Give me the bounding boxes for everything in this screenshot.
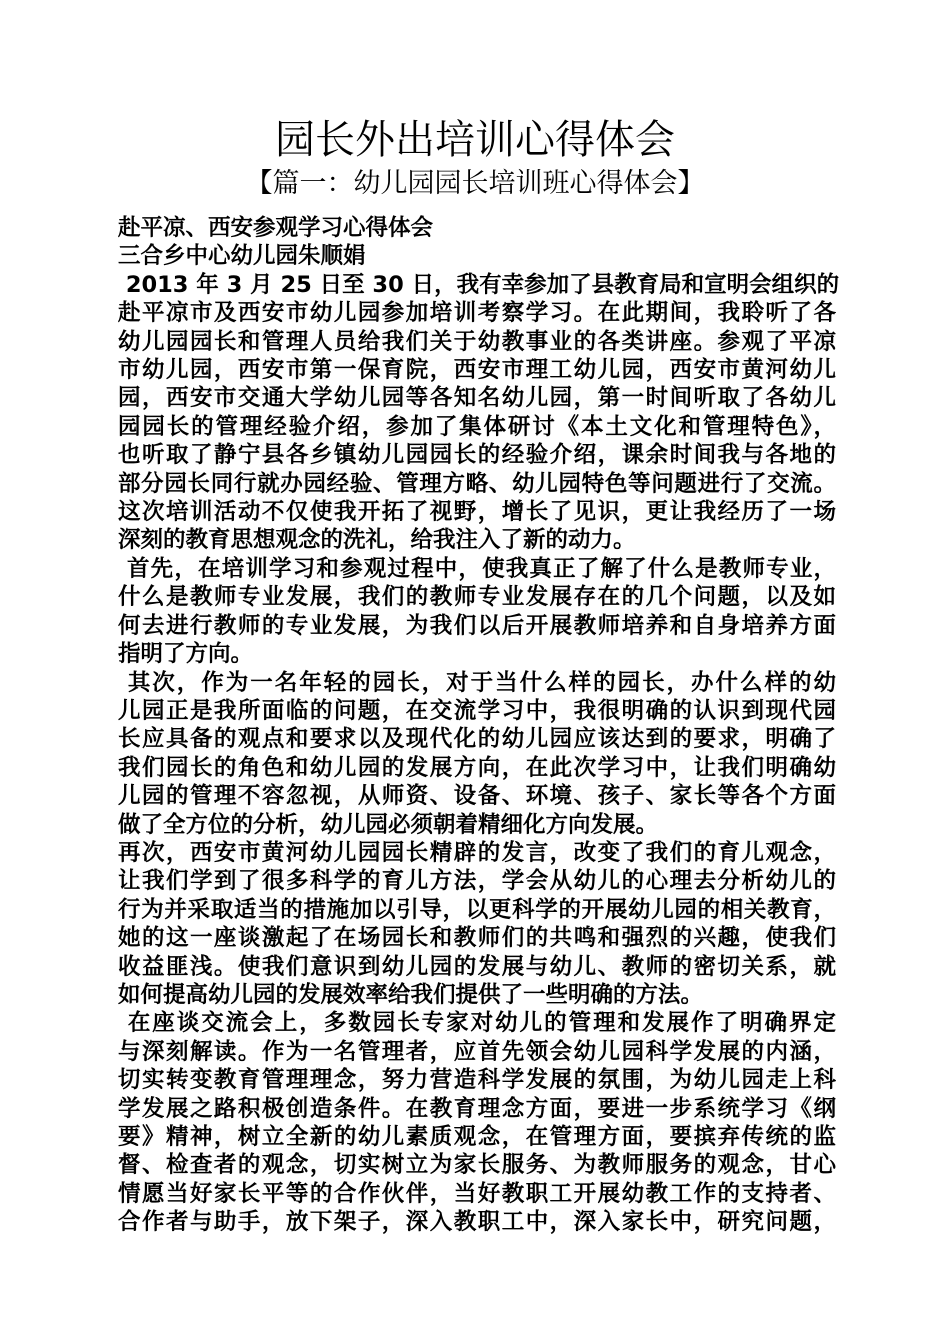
text-line: 让我们学到了很多科学的育儿方法，学会从幼儿的心理去分析幼儿的: [118, 868, 836, 895]
text-line: 赴平凉市及西安市幼儿园参加培训考察学习。在此期间，我聆听了各: [118, 300, 836, 327]
text-line: 这次培训活动不仅使我开拓了视野，增长了见识，更让我经历了一场: [118, 499, 836, 526]
text-line: 儿园正是我所面临的问题，在交流学习中，我很明确的认识到现代园: [118, 697, 836, 724]
text-line: 指明了方向。: [118, 641, 254, 668]
text-line: 收益匪浅。使我们意识到幼儿园的发展与幼儿、教师的密切关系，就: [118, 953, 836, 980]
text-line: 2013 年 3 月 25 日至 30 日，我有幸参加了县教育局和宣明会组织的: [118, 271, 840, 298]
text-line: 学发展之路积极创造条件。在教育理念方面，要进一步系统学习《纲: [118, 1095, 836, 1122]
text-line: 行为并采取适当的措施加以引导，以更科学的开展幼儿园的相关教育，: [118, 896, 836, 923]
text-line: 她的这一座谈激起了在场园长和教师们的共鸣和强烈的兴趣，使我们: [118, 925, 836, 952]
text-line: 园，西安市交通大学幼儿园等各知名幼儿园，第一时间听取了各幼儿: [118, 385, 836, 412]
document-title: 园长外出培训心得体会: [275, 117, 675, 163]
text-line: 与深刻解读。作为一名管理者，应首先领会幼儿园科学发展的内涵，: [118, 1038, 836, 1065]
text-line: 市幼儿园，西安市第一保育院，西安市理工幼儿园，西安市黄河幼儿: [118, 357, 836, 384]
text-line: 切实转变教育管理理念，努力营造科学发展的氛围，为幼儿园走上科: [118, 1067, 836, 1094]
text-line: 什么是教师专业发展，我们的教师专业发展存在的几个问题，以及如: [118, 584, 836, 611]
text-line: 长应具备的观点和要求以及现代化的幼儿园应该达到的要求，明确了: [118, 726, 836, 753]
text-line: 何去进行教师的专业发展，为我们以后开展教师培养和自身培养方面: [118, 612, 836, 639]
text-line: 做了全方位的分析，幼儿园必须朝着精细化方向发展。: [118, 811, 659, 838]
text-line: 园园长的管理经验介绍，参加了集体研讨《本土文化和管理特色》，: [118, 413, 836, 440]
text-line: 也听取了静宁县各乡镇幼儿园园长的经验介绍，课余时间我与各地的: [118, 442, 836, 469]
text-line: 我们园长的角色和幼儿园的发展方向，在此次学习中，让我们明确幼: [118, 754, 836, 781]
document-subtitle: 【篇一：幼儿园园长培训班心得体会】: [245, 168, 705, 199]
text-line: 儿园的管理不容忽视，从师资、设备、环境、孩子、家长等各个方面: [118, 783, 836, 810]
text-line: 赴平凉、西安参观学习心得体会: [118, 215, 434, 241]
text-line: 首先，在培训学习和参观过程中，使我真正了解了什么是教师专业，: [118, 555, 836, 582]
text-line: 督、检查者的观念，切实树立为家长服务、为教师服务的观念，甘心: [118, 1152, 836, 1179]
text-line: 在座谈交流会上，多数园长专家对幼儿的管理和发展作了明确界定: [118, 1010, 836, 1037]
text-line: 深刻的教育思想观念的洗礼，给我注入了新的动力。: [118, 527, 636, 554]
text-line: 合作者与助手，放下架子，深入教职工中，深入家长中，研究问题，: [118, 1209, 836, 1236]
text-line: 其次，作为一名年轻的园长，对于当什么样的园长，办什么样的幼: [118, 669, 836, 696]
document-body: [118, 214, 840, 1237]
text-line: 如何提高幼儿园的发展效率给我们提供了一些明确的方法。: [118, 981, 704, 1008]
text-line: 再次，西安市黄河幼儿园园长精辟的发言，改变了我们的育儿观念，: [118, 839, 836, 866]
text-line: 幼儿园园长和管理人员给我们关于幼教事业的各类讲座。参观了平凉: [118, 328, 836, 355]
text-line: 三合乡中心幼儿园朱顺娟: [118, 243, 366, 270]
text-line: 情愿当好家长平等的合作伙伴，当好教职工开展幼教工作的支持者、: [118, 1180, 836, 1207]
text-line: 部分园长同行就办园经验、管理方略、幼儿园特色等问题进行了交流。: [118, 470, 836, 497]
text-line: 要》精神，树立全新的幼儿素质观念，在管理方面，要摈弃传统的监: [118, 1124, 836, 1150]
